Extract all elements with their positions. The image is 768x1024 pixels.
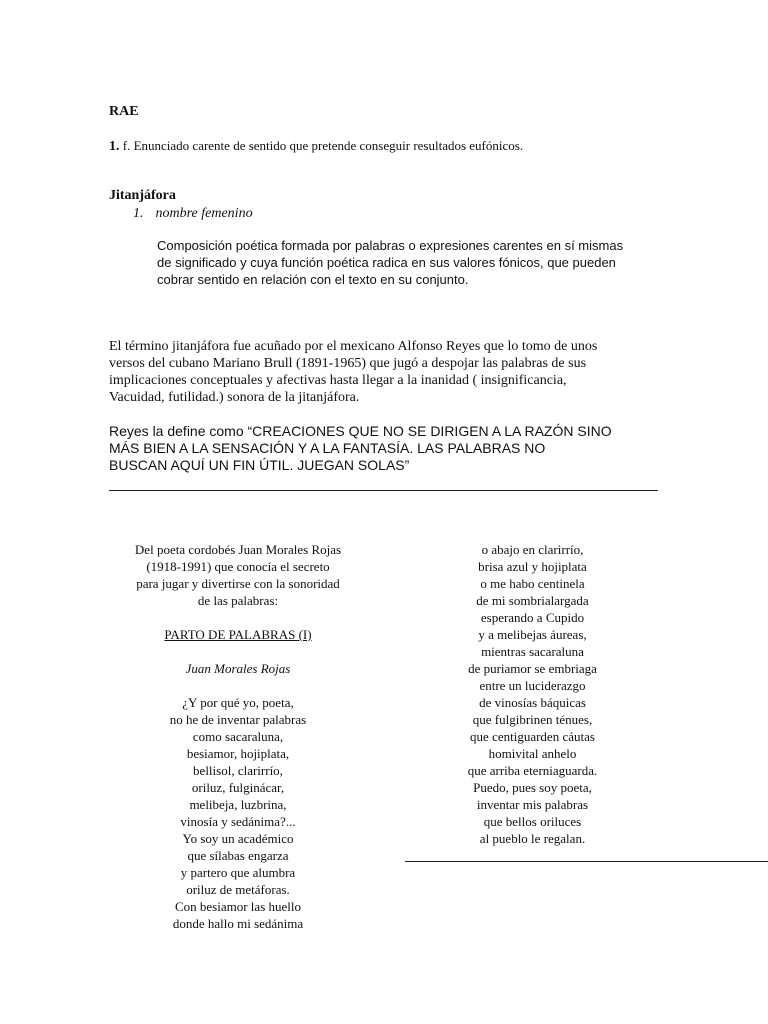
- poem-title: PARTO DE PALABRAS (I): [164, 627, 312, 642]
- reyes-quote: [109, 423, 612, 474]
- verse-line: que centiguarden cáutas: [470, 729, 595, 744]
- verse-line: entre un luciderazgo: [479, 678, 586, 693]
- verse-line: bellisol, clarirrío,: [193, 763, 283, 778]
- verse-line: o abajo en clarirrío,: [481, 542, 584, 557]
- section-divider: [109, 490, 658, 491]
- verse-line: y a melibejas áureas,: [478, 627, 587, 642]
- jitanjafora-term: Jitanjáfora: [109, 188, 176, 203]
- verse-line: vinosía y sedánima?...: [180, 814, 296, 829]
- intro-line: Del poeta cordobés Juan Morales Rojas: [134, 542, 342, 557]
- poem-verses-right: [405, 541, 660, 847]
- verse-line: al pueblo le regalan.: [479, 831, 586, 846]
- origin-line: El término jitanjáfora fue acuñado por el mexicano Alfonso Reyes que lo tomo de unos: [109, 339, 598, 354]
- verse-line: que arriba eterniaguarda.: [467, 763, 598, 778]
- jitanjafora-item: [133, 205, 253, 222]
- verse-line: melibeja, luzbrina,: [189, 797, 287, 812]
- rae-definition: [109, 137, 523, 155]
- origin-paragraph: [109, 338, 597, 406]
- intro-line: para jugar y divertirse con la sonoridad: [136, 576, 340, 591]
- poem-verses-left: [88, 694, 388, 932]
- verse-line: no he de inventar palabras: [169, 712, 307, 727]
- verse-line: como sacaraluna,: [192, 729, 284, 744]
- desc-line: cobrar sentido en relación con el texto en su conjunto.: [157, 272, 469, 287]
- verse-line: que sílabas engarza: [187, 848, 289, 863]
- jitanjafora-description: [157, 237, 623, 288]
- verse-line: o me habo centinela: [480, 576, 585, 591]
- quote-line: Reyes la define como “CREACIONES QUE NO SE DIRIGEN A LA RAZÓN SINO: [109, 423, 612, 439]
- verse-line: Con besiamor las huello: [174, 899, 301, 914]
- verse-line: de puriamor se embriaga: [468, 661, 597, 676]
- verse-line: que bellos oriluces: [483, 814, 582, 829]
- header-rae: RAE: [109, 104, 139, 119]
- item-label: nombre femenino: [155, 206, 253, 221]
- verse-line: mientras sacaraluna: [481, 644, 584, 659]
- verse-line: Yo soy un académico: [182, 831, 294, 846]
- origin-line: implicaciones conceptuales y afectivas hasta llegar a la inanidad ( insignificancia,: [109, 373, 567, 388]
- verse-line: Puedo, pues soy poeta,: [473, 780, 592, 795]
- verse-line: ¿Y por qué yo, poeta,: [182, 695, 294, 710]
- origin-line: versos del cubano Mariano Brull (1891-1965) que jugó a despojar las palabras de sus: [109, 356, 587, 371]
- verse-line: esperando a Cupido: [480, 610, 585, 625]
- poem-author: Juan Morales Rojas: [185, 661, 291, 676]
- quote-line: MÁS BIEN A LA SENSACIÓN Y A LA FANTASÍA. LAS PALABRAS NO: [109, 440, 546, 456]
- quote-line: BUSCAN AQUÍ UN FIN ÚTIL. JUEGAN SOLAS”: [109, 457, 410, 473]
- verse-line: brisa azul y hojiplata: [478, 559, 587, 574]
- column-divider: [405, 861, 768, 862]
- desc-line: de significado y cuya función poética radica en sus valores fónicos, que pueden: [157, 255, 616, 270]
- verse-line: que fulgibrinen ténues,: [472, 712, 593, 727]
- definition-number: 1.: [109, 139, 120, 154]
- definition-text: f. Enunciado carente de sentido que pretende conseguir resultados eufónicos.: [119, 138, 524, 153]
- verse-line: besiamor, hojiplata,: [186, 746, 290, 761]
- verse-line: oriluz de metáforas.: [186, 882, 290, 897]
- origin-line: Vacuidad, futilidad.) sonora de la jitanjáfora.: [109, 390, 360, 405]
- verse-line: donde hallo mi sedánima: [172, 916, 304, 931]
- verse-line: y partero que alumbra: [180, 865, 296, 880]
- desc-line: Composición poética formada por palabras o expresiones carentes en sí mismas: [157, 238, 624, 253]
- verse-line: inventar mis palabras: [476, 797, 589, 812]
- verse-line: de vinosías báquicas: [479, 695, 586, 710]
- verse-line: oriluz, fulginácar,: [191, 780, 285, 795]
- poem-intro: [88, 541, 388, 609]
- verse-line: homivital anhelo: [488, 746, 577, 761]
- intro-line: de las palabras:: [197, 593, 279, 608]
- item-number: 1.: [133, 206, 144, 221]
- verse-line: de mi sombrialargada: [476, 593, 589, 608]
- intro-line: (1918-1991) que conocía el secreto: [146, 559, 330, 574]
